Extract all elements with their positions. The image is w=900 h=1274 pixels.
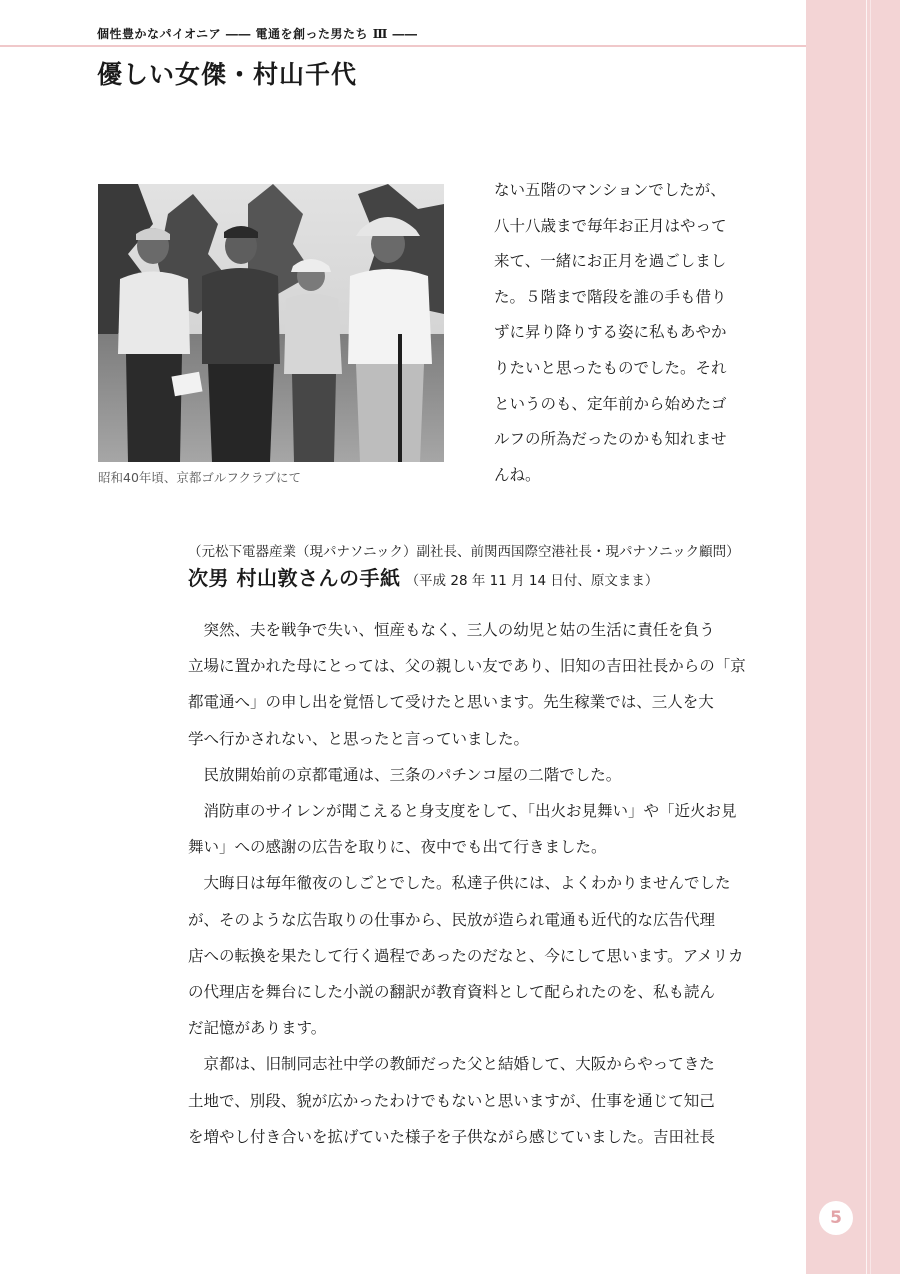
text-line: 突然、夫を戦争で失い、恒産もなく、三人の幼児と姑の生活に責任を負う [188, 621, 715, 639]
letter-heading-title: 次男 村山敦さんの手紙 [188, 566, 401, 590]
text-line: を増やし付き合いを拡げていた様子を子供ながら感じていました。吉田社長 [188, 1127, 716, 1146]
photo-illustration [98, 184, 444, 462]
text-line: んね。 [494, 465, 541, 484]
side-color-band [806, 0, 900, 1274]
group-photo [98, 184, 444, 462]
text-line: だ記憶があります。 [188, 1019, 327, 1038]
text-line: が、そのような広告取りの仕事から、民放が造られ電通も近代的な広告代理 [188, 910, 716, 929]
text-line: 土地で、別段、貌が広かったわけでもないと思いますが、仕事を通じて知己 [188, 1091, 715, 1110]
letter-heading [188, 562, 658, 591]
side-column-text [494, 173, 744, 493]
text-line: た。５階まで階段を誰の手も借り [494, 287, 727, 306]
series-title: 個性豊かなパイオニア ―― 電通を創った男たち Ⅲ ―― [97, 27, 418, 41]
text-line: りたいと思ったものでした。それ [494, 358, 727, 377]
text-line: 店への転換を果たして行く過程であったのだなと、今にして思います。アメリカ [188, 946, 744, 965]
text-line: 消防車のサイレンが聞こえると身支度をして、「出火お見舞い」や「近火お見 [188, 802, 737, 821]
text-line: 京都は、旧制同志社中学の教師だった父と結婚して、大阪からやってきた [188, 1055, 715, 1074]
text-line: 立場に置かれた母にとっては、父の親しい友であり、旧知の吉田社長からの「京 [188, 657, 746, 676]
text-line: 来て、一緒にお正月を過ごしまし [494, 252, 727, 271]
letter-subtitle: （元松下電器産業（現パナソニック）副社長、前関西国際空港社長・現パナソニック顧問） [188, 544, 740, 560]
page-number: 5 [819, 1201, 853, 1235]
text-line: 舞い」への感謝の広告を取りに、夜中でも出て行きました。 [188, 838, 607, 857]
letter-body [188, 612, 748, 1155]
letter-heading-note: （平成 28 年 11 月 14 日付、原文まま） [405, 573, 659, 589]
text-line: 学へ行かされない、と思ったと言っていました。 [188, 729, 530, 748]
text-line: 大晦日は毎年徹夜のしごとでした。私達子供には、よくわかりませんでした [188, 874, 731, 893]
text-line: 都電通へ」の申し出を覚悟して受けたと思います。先生稼業では、三人を大 [188, 693, 714, 712]
text-line: 八十八歳まで毎年お正月はやって [494, 216, 727, 235]
photo-caption: 昭和40年頃、京都ゴルフクラブにて [98, 470, 302, 485]
text-line: の代理店を舞台にした小説の翻訳が教育資料として配られたのを、私も読ん [188, 983, 716, 1002]
header-divider [0, 45, 806, 47]
page-title: 優しい女傑・村山千代 [97, 60, 358, 89]
text-line: というのも、定年前から始めたゴ [494, 394, 727, 413]
text-line: ない五階のマンションでしたが、 [494, 181, 726, 199]
text-line: 民放開始前の京都電通は、三条のパチンコ屋の二階でした。 [188, 765, 622, 784]
text-line: ずに昇り降りする姿に私もあやか [494, 323, 727, 342]
text-line: ルフの所為だったのかも知れませ [494, 430, 727, 449]
